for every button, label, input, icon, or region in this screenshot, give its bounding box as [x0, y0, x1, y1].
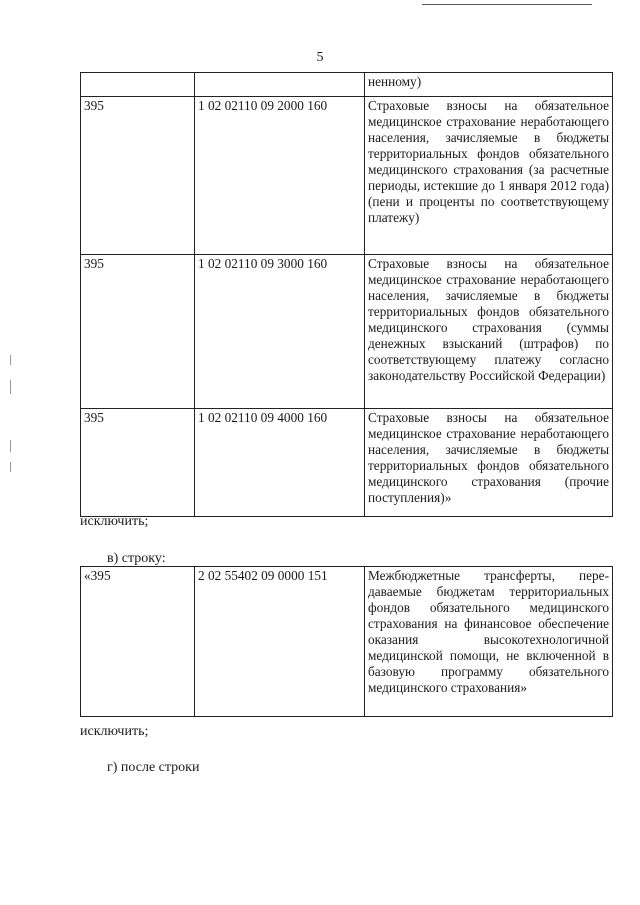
table-row [81, 255, 613, 409]
edge-mark [10, 380, 11, 394]
table-row [81, 97, 613, 255]
description-cell: Страховые взносы на обязательное медицинское страхование неработающего населения, зачисляемые в бюджеты территориальных фондов обязательного медицинского страхования (суммы денежных взысканий (штрафов) по соответствующему платежу согласно законодательству Российской Федерации) [365, 255, 613, 409]
admin-code-cell: 395 [81, 97, 195, 255]
budget-code-cell: 1 02 02110 09 2000 160 [195, 97, 365, 255]
budget-codes-table [80, 72, 613, 517]
admin-code-cell [81, 73, 195, 97]
edge-mark [10, 355, 11, 365]
budget-code-cell: 1 02 02110 09 4000 160 [195, 409, 365, 517]
table-row [81, 567, 613, 717]
description-cell: ненному) [365, 73, 613, 97]
budget-code-cell: 1 02 02110 09 3000 160 [195, 255, 365, 409]
edge-mark [10, 440, 11, 452]
table-row [81, 73, 613, 97]
budget-code-cell: 2 02 55402 09 0000 151 [195, 567, 365, 717]
admin-code-cell: «395 [81, 567, 195, 717]
admin-code-cell: 395 [81, 409, 195, 517]
description-cell: Страховые взносы на обязательное медицинское страхование неработающего населения, зачисляемые в бюджеты территориальных фондов обязательного медицинского страхования (за расчетные периоды, истекшие до 1 января 2012 года) (пени и проценты по соответствующему платежу) [365, 97, 613, 255]
item-v-text: в) строку: [107, 551, 166, 566]
description-cell: Страховые взносы на обязательное медицинское страхование неработающего населения, зачисляемые в бюджеты территориальных фондов обязательного медицинского страхования (прочие поступления)» [365, 409, 613, 517]
table-row [81, 409, 613, 517]
page-number: 5 [316, 50, 324, 65]
edge-mark [10, 462, 11, 472]
exclude-text: исключить; [80, 514, 149, 529]
transfer-table [80, 566, 613, 717]
top-rule-line [422, 4, 592, 5]
item-g-text: г) после строки [107, 760, 200, 775]
exclude-text: исключить; [80, 724, 149, 739]
description-cell: Межбюджетные трансферты, передаваемые бюджетам территориальных фондов обязательного медицинского страхования на финансовое обеспечение оказания высокотехнологичной медицинской помощи, не включенной в базовую программу обязательного медицинского страхования» [365, 567, 613, 717]
budget-code-cell [195, 73, 365, 97]
admin-code-cell: 395 [81, 255, 195, 409]
